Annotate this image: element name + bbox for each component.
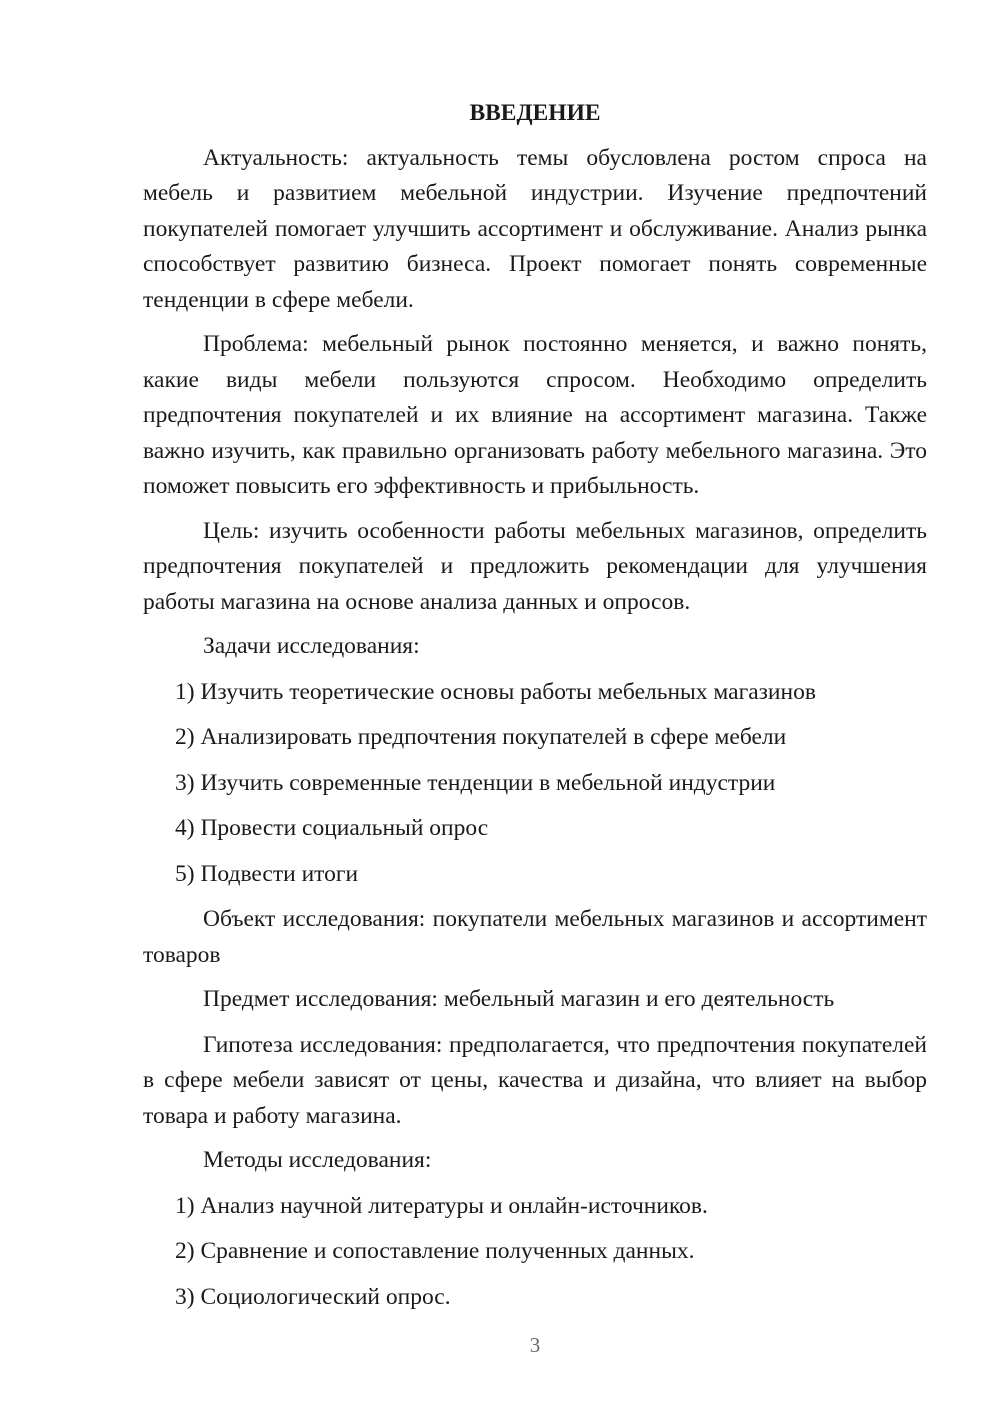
tasks-list-item: 2) Анализировать предпочтения покупателей в сфере мебели (175, 724, 787, 750)
problem-paragraph: Проблема: мебельный рынок постоянно меняется, и важно понять, какие виды мебели пользуются спросом. Необходимо определить предпочтения покупателей и их влияние на ассортимент магазина. Также важно изучить, как правильно организовать работу мебельного магазина. Это поможет повысить его эффективность и прибыльность. (143, 331, 927, 499)
methods-list-item: 1) Анализ научной литературы и онлайн-источников. (175, 1192, 708, 1219)
tasks-list-item: 1) Изучить теоретические основы работы мебельных магазинов (175, 678, 816, 705)
section-title: ВВЕДЕНИЕ (469, 100, 601, 126)
methods-list-item: 3) Социологический опрос. (175, 1283, 451, 1310)
page-number: 3 (529, 1333, 541, 1357)
tasks-heading: Задачи исследования: (203, 633, 420, 659)
object-paragraph: Объект исследования: покупатели мебельных магазинов и ассортимент товаров (143, 906, 927, 968)
tasks-list-item: 3) Изучить современные тенденции в мебельной индустрии (175, 769, 776, 796)
goal-paragraph: Цель: изучить особенности работы мебельных магазинов, определить предпочтения покупателей и предложить рекомендации для улучшения работы магазина на основе анализа данных и опросов. (143, 517, 927, 615)
subject-paragraph: Предмет исследования: мебельный магазин и его деятельность (203, 986, 835, 1012)
hypothesis-paragraph: Гипотеза исследования: предполагается, что предпочтения покупателей в сфере мебели зависят от цены, качества и дизайна, что влияет на выбор товара и работу магазина. (143, 1031, 927, 1129)
relevance-paragraph: Актуальность: актуальность темы обусловлена ростом спроса на мебель и развитием мебельной индустрии. Изучение предпочтений покупателей помогает улучшить ассортимент и обслуживание. Анализ рынка способствует развитию бизнеса. Проект помогает понять современные тенденции в сфере мебели. (143, 144, 927, 313)
methods-heading: Методы исследования: (203, 1147, 432, 1173)
methods-list-item: 2) Сравнение и сопоставление полученных данных. (175, 1238, 695, 1264)
page-content (143, 96, 927, 1325)
tasks-list-item: 5) Подвести итоги (175, 860, 359, 887)
tasks-list-item: 4) Провести социальный опрос (175, 815, 489, 841)
